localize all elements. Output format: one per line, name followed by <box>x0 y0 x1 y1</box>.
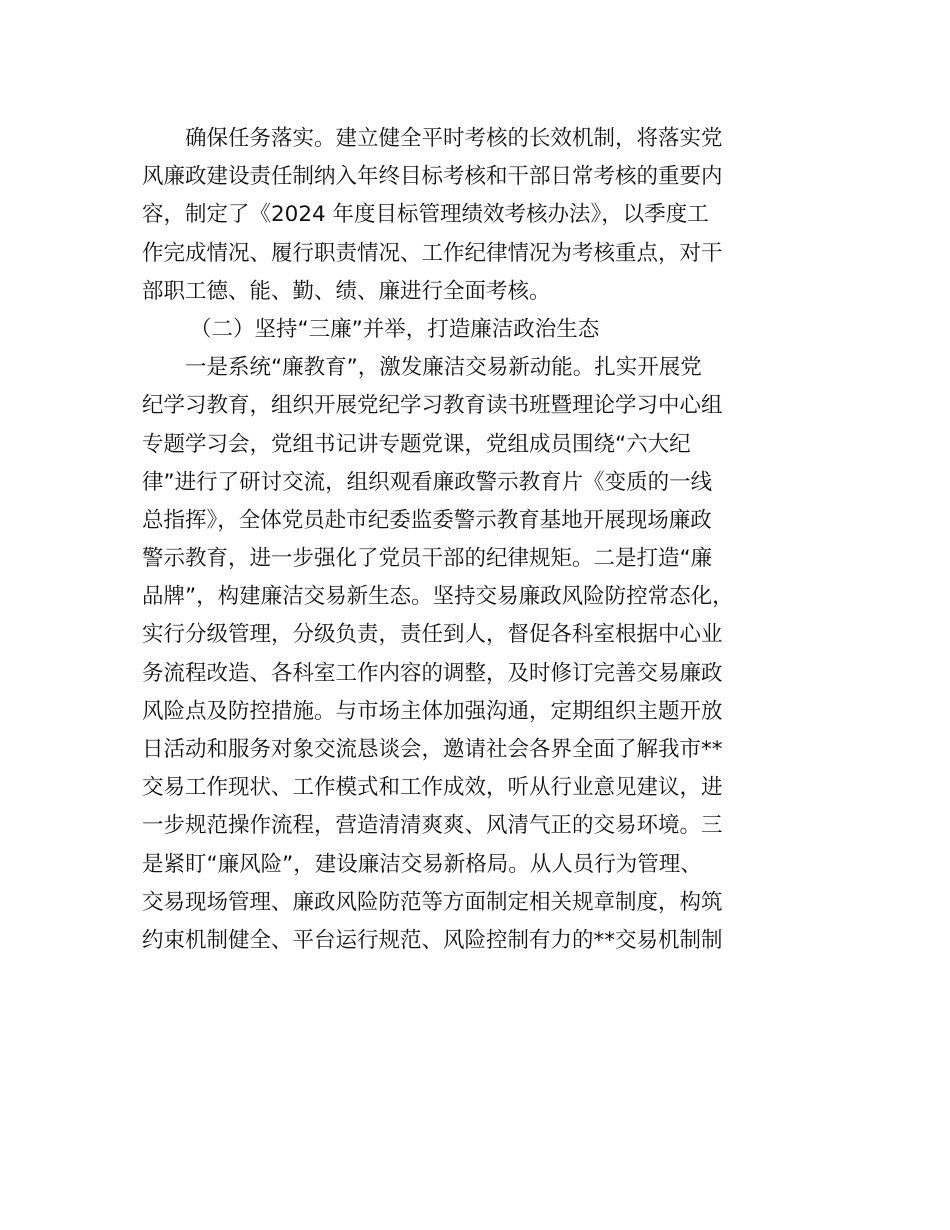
paragraph-line: 实行分级管理，分级负责，责任到人，督促各科室根据中心业 <box>142 622 723 648</box>
paragraph-line: 作完成情况、履行职责情况、工作纪律情况为考核重点，对干 <box>142 240 723 266</box>
document-body <box>142 120 842 960</box>
paragraph-line: 一是系统“廉教育”，激发廉洁交易新动能。扎实开展党 <box>185 355 702 381</box>
paragraph-line: 风廉政建设责任制纳入年终目标考核和干部日常考核的重要内 <box>142 164 723 190</box>
paragraph-line: 品牌”，构建廉洁交易新生态。坚持交易廉政风险防控常态化， <box>142 584 734 610</box>
paragraph-line: 总指挥》，全体党员赴市纪委监委警示教育基地开展现场廉政 <box>142 507 712 533</box>
paragraph-line: 纪学习教育，组织开展党纪学习教育读书班暨理论学习中心组 <box>142 393 723 419</box>
paragraph-line: 约束机制健全、平台运行规范、风险控制有力的**交易机制制 <box>142 927 723 953</box>
paragraph-line: 部职工德、能、勤、绩、廉进行全面考核。 <box>142 278 551 304</box>
paragraph-line: 风险点及防控措施。与市场主体加强沟通，定期组织主题开放 <box>142 698 723 724</box>
paragraph-line: 交易工作现状、工作模式和工作成效，听从行业意见建议，进 <box>142 775 723 801</box>
paragraph-line: 务流程改造、各科室工作内容的调整，及时修订完善交易廉政 <box>142 660 723 686</box>
paragraph-line: 容，制定了《2024 年度目标管理绩效考核办法》，以季度工 <box>142 202 709 228</box>
paragraph-line: 日活动和服务对象交流恳谈会，邀请社会各界全面了解我市** <box>142 737 723 762</box>
section-heading: （二）坚持“三廉”并举，打造廉洁政治生态 <box>190 316 600 342</box>
paragraph-line: 警示教育，进一步强化了党员干部的纪律规矩。二是打造“廉 <box>142 546 713 572</box>
paragraph-line: 交易现场管理、廉政风险防范等方面制定相关规章制度，构筑 <box>142 889 723 915</box>
paragraph-line: 是紧盯“廉风险”，建设廉洁交易新格局。从人员行为管理、 <box>142 851 702 877</box>
paragraph-line: 确保任务落实。建立健全平时考核的长效机制，将落实党 <box>185 126 723 151</box>
paragraph-line: 律”进行了研讨交流，组织观看廉政警示教育片《变质的一线 <box>142 469 713 495</box>
paragraph-line: 专题学习会，党组书记讲专题党课，党组成员围绕“六大纪 <box>142 431 691 457</box>
paragraph-line: 一步规范操作流程，营造清清爽爽、风清气正的交易环境。三 <box>142 813 723 839</box>
